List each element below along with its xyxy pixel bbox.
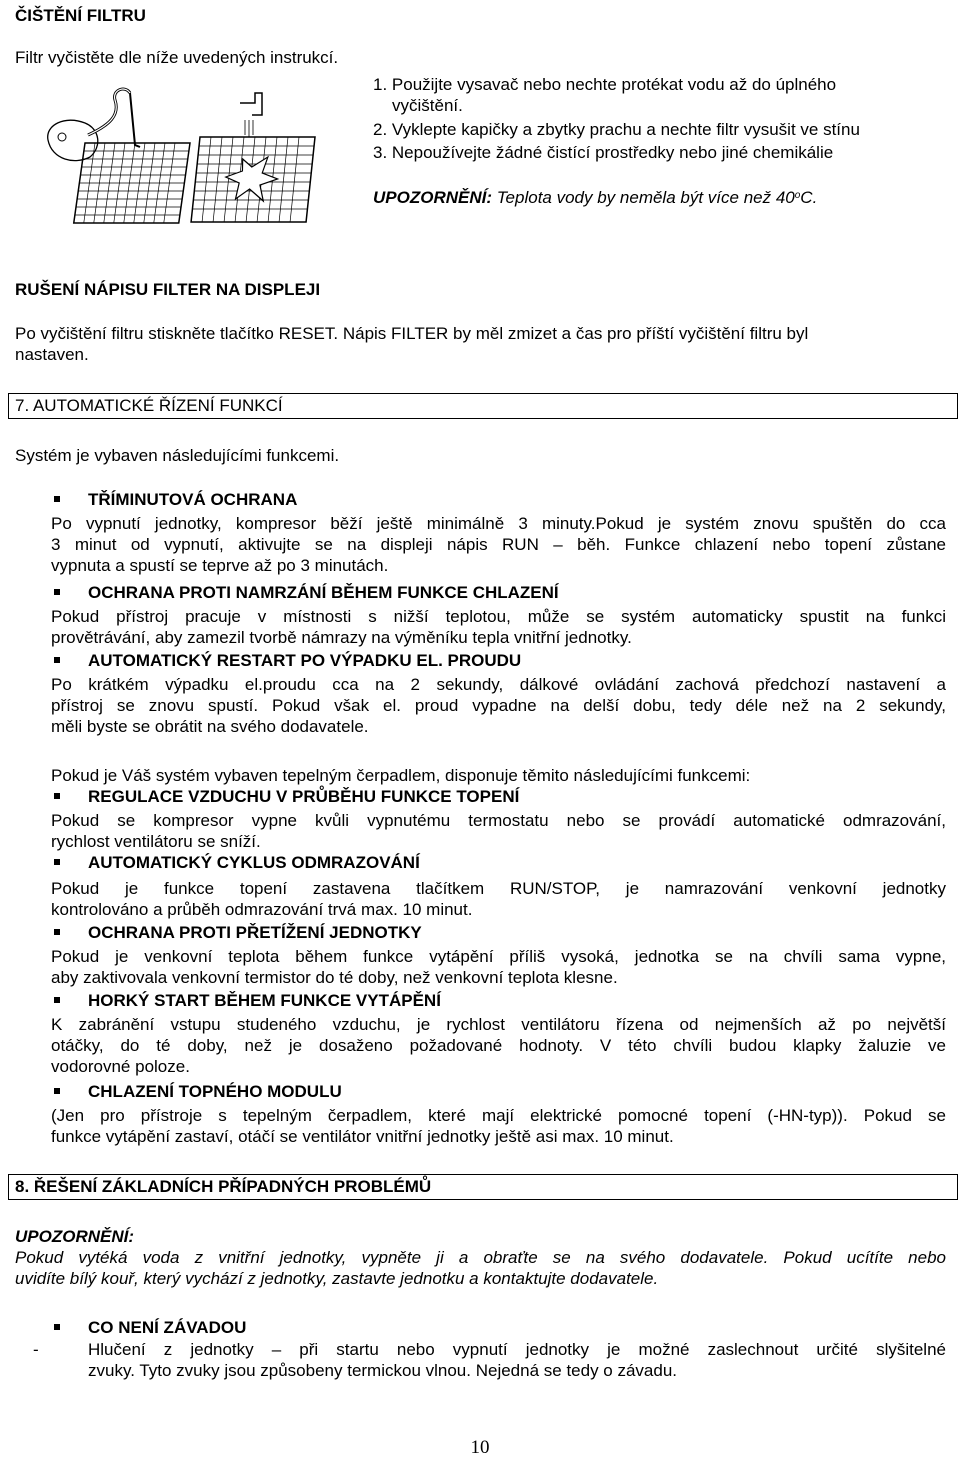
bullet-icon <box>54 496 60 502</box>
section-8-warning-label: UPOZORNĚNÍ: <box>15 1227 134 1246</box>
filter-warning-text: Teplota vody by neměla být více než 40 <box>496 188 795 207</box>
feature-line: vypnuta a spustí se teprve až po 3 minutách. <box>51 556 389 575</box>
feature-line: (Jen pro přístroje s tepelným čerpadlem, které mají elektrické pomocné topení (-HN-typ)). Pokud se <box>51 1106 946 1125</box>
filter-cleaning-intro: Filtr vyčistěte dle níže uvedených instrukcí. <box>15 48 339 67</box>
section-8-heading: 8. ŘEŠENÍ ZÁKLADNÍCH PŘÍPADNÝCH PROBLÉMŮ <box>15 1177 432 1196</box>
section-7-heading: 7. AUTOMATICKÉ ŘÍZENÍ FUNKCÍ <box>15 396 283 415</box>
bullet-icon <box>54 589 60 595</box>
feature-line: 3 minut od vypnutí, aktivujte se na displeji nápis RUN – běh. Funkce chlazení nebo topení zůstane <box>51 535 946 554</box>
feature-text-three-minute <box>51 513 946 576</box>
feature-line: funkce vytápění zastaví, otáčí se ventilátor vnitřní jednotky ještě asi max. 10 minut. <box>51 1127 674 1146</box>
section-8-heading-box <box>8 1174 958 1200</box>
feature-line: Pokud přístroj pracuje v místnosti s nižší teplotou, může se systém automaticky spustit na funkci <box>51 607 946 626</box>
feature-line: aby zaktivovala venkovní termistor do té doby, než venkovní teplota klesne. <box>51 968 618 987</box>
bullet-icon <box>54 657 60 663</box>
heatpump-text-module-cooling <box>51 1105 946 1147</box>
section-8-warning-text <box>15 1247 946 1289</box>
bullet-icon <box>54 859 60 865</box>
heatpump-title-air-regulation: REGULACE VZDUCHU V PRŮBĚHU FUNKCE TOPENÍ <box>88 787 520 806</box>
heatpump-title-defrost: AUTOMATICKÝ CYKLUS ODMRAZOVÁNÍ <box>88 853 420 872</box>
feature-title-anti-freeze: OCHRANA PROTI NAMRZÁNÍ BĚHEM FUNKCE CHLAZENÍ <box>88 583 559 602</box>
feature-line: Pokud je funkce topení zastavena tlačítkem RUN/STOP, je namrazování venkovní jednotky <box>51 879 946 898</box>
filter-step-1: 1. Použijte vysavač nebo nechte protékat vodu až do úplného <box>373 75 837 94</box>
feature-line: přístroj se znovu spustí. Pokud však el. proud vypadne na delší dobu, tedy déle než na 2 sekundy, <box>51 696 946 715</box>
feature-line: K zabránění vstupu studeného vzduchu, je rychlost ventilátoru řízena od nejmenších až po největší <box>51 1015 946 1034</box>
heatpump-text-air-regulation <box>51 810 946 852</box>
feature-line: Pokud je venkovní teplota během funkce vytápění příliš vysoká, jednotka se na chvíli sama vypne, <box>51 947 946 966</box>
warning-line: Pokud vytéká voda z vnitřní jednotky, vypněte ji a obraťte se na svého dodavatele. Pokud ucítíte nebo <box>15 1248 946 1267</box>
filter-step-2: 2. Vyklepte kapičky a zbytky prachu a nechte filtr vysušit ve stínu <box>373 120 860 139</box>
feature-line: Po vypnutí jednotky, kompresor běží ještě minimálně 3 minuty.Pokud je systém znovu spuštěn do cca <box>51 514 946 533</box>
display-reset-title: RUŠENÍ NÁPISU FILTER NA DISPLEJI <box>15 280 321 299</box>
no-fault-title: CO NENÍ ZÁVADOU <box>88 1318 247 1337</box>
feature-line: rychlost ventilátoru se sníží. <box>51 832 261 851</box>
display-reset-line-1: Po vyčištění filtru stiskněte tlačítko RESET. Nápis FILTER by měl zmizet a čas pro příští vyčištění filtru byl <box>15 324 809 343</box>
heatpump-text-hot-start <box>51 1014 946 1077</box>
filter-cleaning-title: ČIŠTĚNÍ FILTRU <box>15 6 146 25</box>
heatpump-title-hot-start: HORKÝ START BĚHEM FUNKCE VYTÁPĚNÍ <box>88 991 441 1010</box>
bullet-icon <box>54 1088 60 1094</box>
filter-cleaning-illustration <box>40 85 340 230</box>
feature-line: provětrávání, aby zamezil tvorbě námrazy na výměníku tepla vnitřní jednotky. <box>51 628 632 647</box>
heatpump-text-defrost <box>51 878 946 920</box>
heatpump-title-module-cooling: CHLAZENÍ TOPNÉHO MODULU <box>88 1082 342 1101</box>
filter-step-3: 3. Nepoužívejte žádné čistící prostředky nebo jiné chemikálie <box>373 143 834 162</box>
feature-text-auto-restart <box>51 674 946 737</box>
page-number: 10 <box>470 1437 490 1458</box>
heatpump-text-overload <box>51 946 946 988</box>
no-fault-line: zvuky. Tyto zvuky jsou způsobeny termickou vlnou. Nejedná se tedy o závadu. <box>88 1361 678 1380</box>
filter-warning-label: UPOZORNĚNÍ: <box>373 188 492 207</box>
feature-title-three-minute: TŘÍMINUTOVÁ OCHRANA <box>88 490 298 509</box>
feature-line: měli byste se obrátit na svého dodavatele. <box>51 717 369 736</box>
feature-title-auto-restart: AUTOMATICKÝ RESTART PO VÝPADKU EL. PROUDU <box>88 651 522 670</box>
feature-text-anti-freeze <box>51 606 946 648</box>
bullet-icon <box>54 1324 60 1330</box>
bullet-icon <box>54 997 60 1003</box>
feature-line: vodorovné poloze. <box>51 1057 190 1076</box>
filter-warning <box>373 187 817 208</box>
no-fault-line: Hlučení z jednotky – při startu nebo vypnutí jednotky je možné zaslechnout určité slyšitelné <box>88 1340 946 1359</box>
feature-line: kontrolováno a průběh odmrazování trvá max. 10 minut. <box>51 900 473 919</box>
feature-line: otáčky, do té doby, než je dosaženo požadované hodnoty. V této chvíli budou klapky žaluzie ve <box>51 1036 946 1055</box>
display-reset-line-2: nastaven. <box>15 345 89 364</box>
bullet-icon <box>54 793 60 799</box>
no-fault-text <box>88 1339 946 1381</box>
filter-warning-degree: o <box>794 190 801 201</box>
bullet-icon <box>54 929 60 935</box>
filter-step-1-cont: vyčištění. <box>392 96 463 115</box>
warning-line: uvidíte bílý kouř, který vychází z jednotky, zastavte jednotku a kontaktujte dodavatele. <box>15 1269 659 1288</box>
feature-line: Pokud se kompresor vypne kvůli vypnutému termostatu nebo se provádí automatické odmrazování, <box>51 811 946 830</box>
heatpump-title-overload: OCHRANA PROTI PŘETÍŽENÍ JEDNOTKY <box>88 923 422 942</box>
no-fault-dash: - <box>33 1340 39 1359</box>
section-7-intro: Systém je vybaven následujícími funkcemi. <box>15 446 340 465</box>
filter-warning-unit: C. <box>800 188 818 207</box>
feature-line: Po krátkém výpadku el.proudu cca na 2 sekundy, dálkové ovládání zachová předchozí nastavení a <box>51 675 946 694</box>
heatpump-intro: Pokud je Váš systém vybaven tepelným čerpadlem, disponuje těmito následujícími funkcemi: <box>51 766 751 785</box>
section-7-heading-box <box>8 393 958 419</box>
